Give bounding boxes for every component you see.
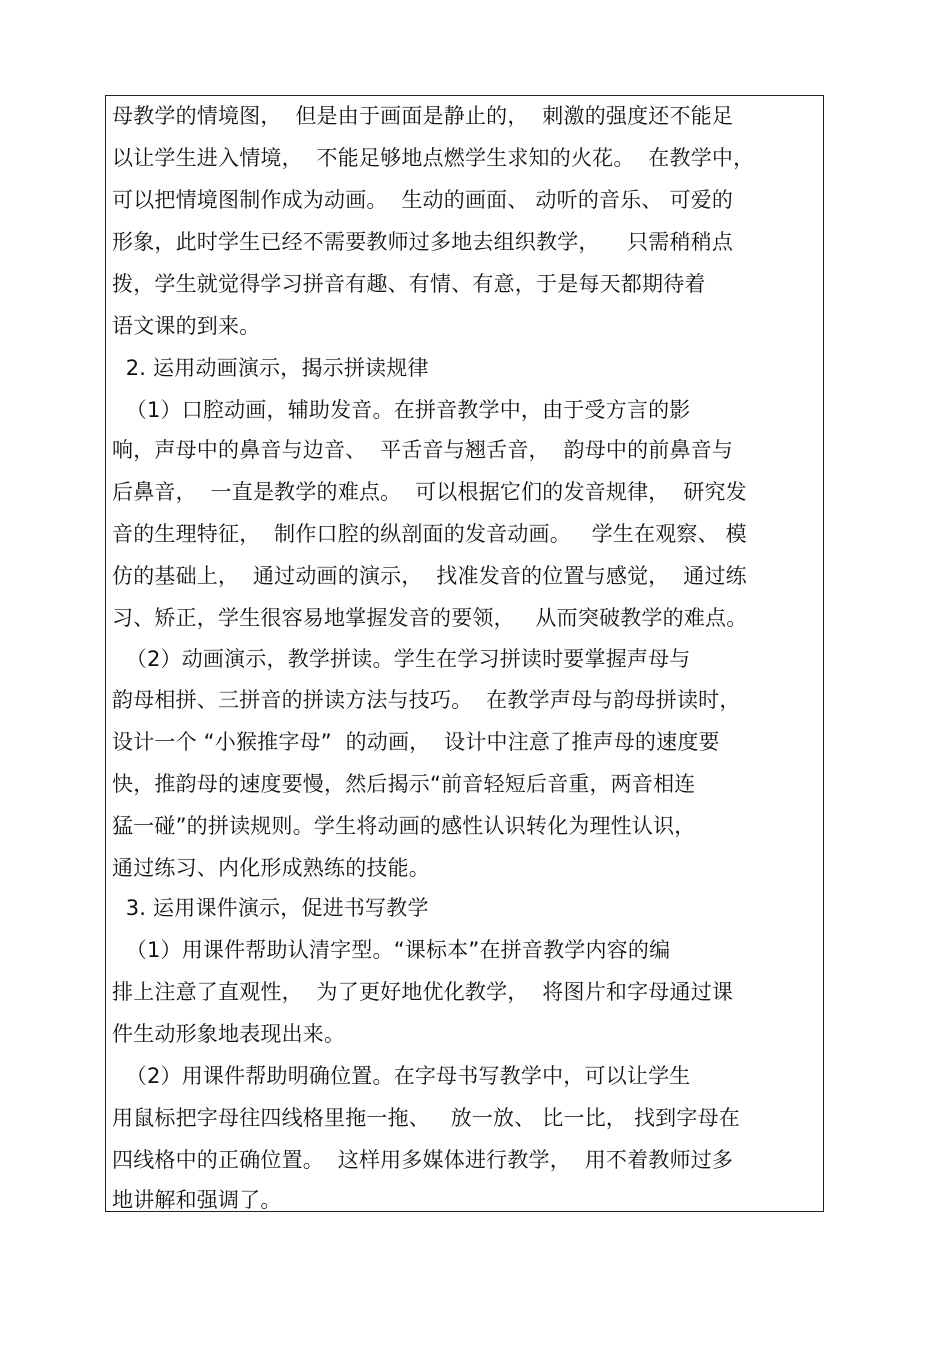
paragraph-line: 以让学生进入情境， 不能足够地点燃学生求知的火花。 在教学中， bbox=[112, 146, 755, 170]
paragraph-line: （2）动画演示，教学拼读。学生在学习拼读时要掌握声母与 bbox=[112, 647, 691, 671]
paragraph-line: 后鼻音， 一直是教学的难点。 可以根据它们的发音规律， 研究发 bbox=[112, 480, 747, 504]
paragraph-line: 设计一个 “小猴推字母” 的动画， 设计中注意了推声母的速度要 bbox=[112, 730, 720, 754]
paragraph-line: 猛一碰”的拼读规则。学生将动画的感性认识转化为理性认识， bbox=[112, 814, 696, 838]
paragraph-line: 用鼠标把字母往四线格里拖一拖、 放一放、 比一比， 找到字母在 bbox=[112, 1106, 740, 1130]
paragraph-line: 语文课的到来。 bbox=[112, 314, 261, 338]
paragraph-line: 拨，学生就觉得学习拼音有趣、有情、有意，于是每天都期待着 bbox=[112, 272, 706, 296]
paragraph-line: 快，推韵母的速度要慢，然后揭示“前音轻短后音重，两音相连 bbox=[112, 772, 696, 796]
paragraph-line: （2）用课件帮助明确位置。在字母书写教学中，可以让学生 bbox=[112, 1064, 691, 1088]
paragraph-line: 地讲解和强调了。 bbox=[112, 1188, 282, 1212]
paragraph-line: （1）口腔动画，辅助发音。在拼音教学中，由于受方言的影 bbox=[112, 398, 691, 422]
paragraph-line: 排上注意了直观性， 为了更好地优化教学， 将图片和字母通过课 bbox=[112, 980, 734, 1004]
paragraph-line: 可以把情境图制作成为动画。 生动的画面、 动听的音乐、 可爱的 bbox=[112, 188, 734, 212]
paragraph-line: 仿的基础上， 通过动画的演示， 找准发音的位置与感觉， 通过练 bbox=[112, 564, 747, 588]
paragraph-line: 音的生理特征， 制作口腔的纵剖面的发音动画。 学生在观察、 模 bbox=[112, 522, 747, 546]
paragraph-line: （1）用课件帮助认清字型。“课标本”在拼音教学内容的编 bbox=[112, 938, 671, 962]
paragraph-line: 响，声母中的鼻音与边音、 平舌音与翘舌音， 韵母中的前鼻音与 bbox=[112, 438, 734, 462]
paragraph-line: 形象，此时学生已经不需要教师过多地去组织教学， 只需稍稍点 bbox=[112, 230, 734, 254]
paragraph-line: 件生动形象地表现出来。 bbox=[112, 1022, 346, 1046]
section-heading: 2. 运用动画演示，揭示拼读规律 bbox=[112, 356, 429, 380]
section-heading: 3. 运用课件演示，促进书写教学 bbox=[112, 896, 429, 920]
paragraph-line: 韵母相拼、三拼音的拼读方法与技巧。 在教学声母与韵母拼读时， bbox=[112, 688, 741, 712]
paragraph-line: 习、矫正，学生很容易地掌握发音的要领， 从而突破教学的难点。 bbox=[112, 606, 748, 630]
paragraph-line: 四线格中的正确位置。 这样用多媒体进行教学， 用不着教师过多 bbox=[112, 1148, 734, 1172]
paragraph-line: 通过练习、内化形成熟练的技能。 bbox=[112, 856, 430, 880]
paragraph-line: 母教学的情境图， 但是由于画面是静止的， 刺激的强度还不能足 bbox=[112, 104, 734, 128]
